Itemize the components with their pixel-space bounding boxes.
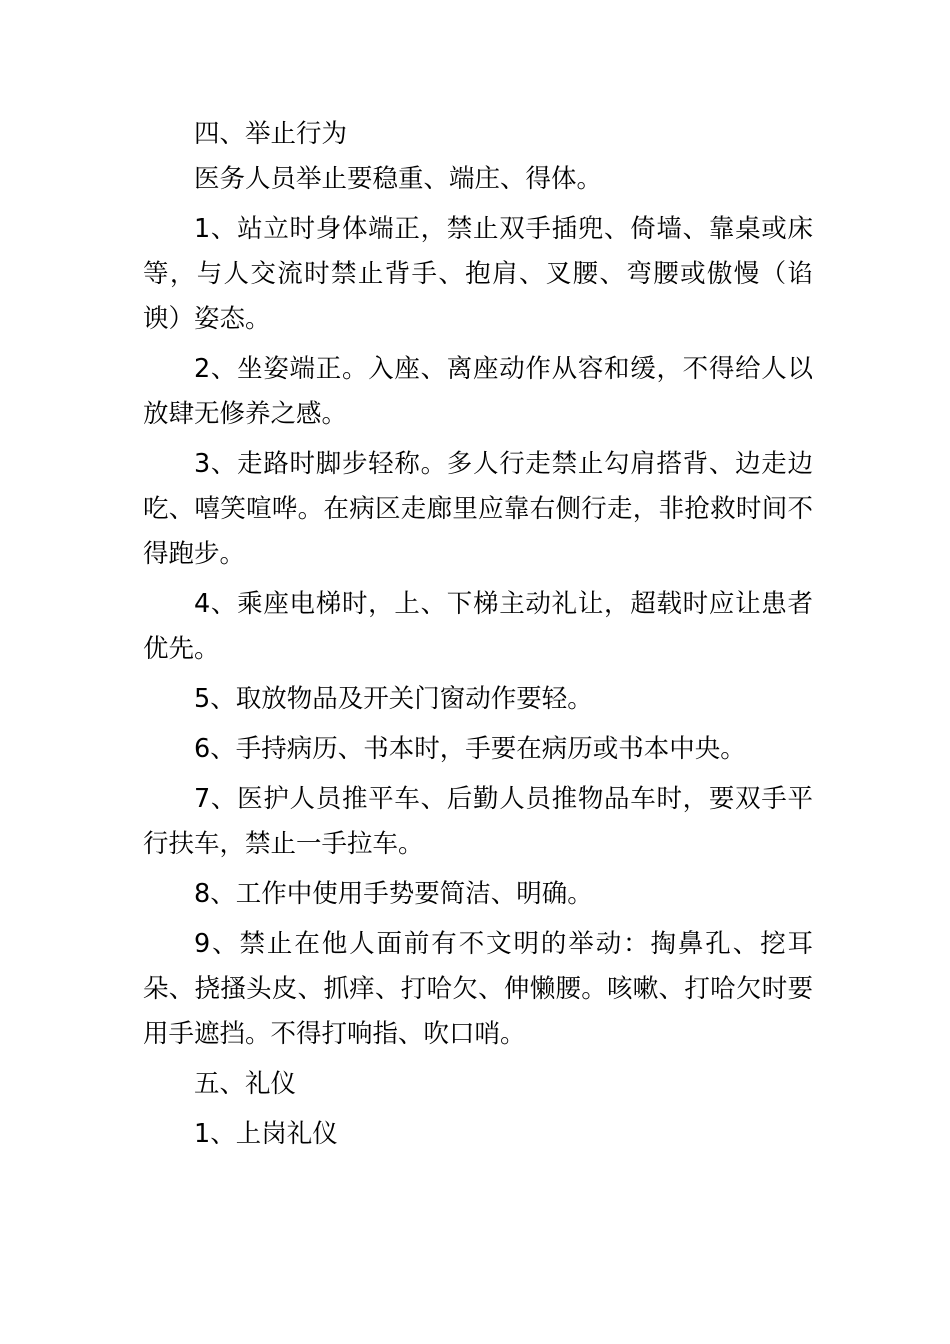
subsection-heading-onduty: 1、上岗礼仪 [194, 1119, 338, 1149]
paragraph-item-9: 9、禁止在他人面前有不文明的举动：掏鼻孔、挖耳朵、挠搔头皮、抓痒、打哈欠、伸懒腰。咳嗽、打哈欠时要用手遮挡。不得打响指、吹口哨。 [143, 929, 813, 1049]
paragraph-item-4: 4、乘座电梯时，上、下梯主动礼让，超载时应让患者优先。 [143, 589, 813, 664]
section-heading-etiquette: 五、礼仪 [194, 1069, 297, 1099]
paragraph-item-2: 2、坐姿端正。入座、离座动作从容和缓，不得给人以放肆无修养之感。 [143, 354, 813, 429]
paragraph-intro: 医务人员举止要稳重、端庄、得体。 [194, 164, 603, 194]
paragraph-item-1: 1、站立时身体端正，禁止双手插兜、倚墙、靠桌或床等，与人交流时禁止背手、抱肩、叉腰、弯腰或傲慢（谄谀）姿态。 [143, 214, 813, 334]
paragraph-item-5: 5、取放物品及开关门窗动作要轻。 [194, 684, 593, 714]
document-body [143, 112, 813, 1157]
paragraph-item-3: 3、走路时脚步轻称。多人行走禁止勾肩搭背、边走边吃、嘻笑喧哗。在病区走廊里应靠右侧行走，非抢救时间不得跑步。 [143, 449, 813, 569]
paragraph-item-7: 7、医护人员推平车、后勤人员推物品车时，要双手平行扶车，禁止一手拉车。 [143, 784, 813, 859]
paragraph-item-6: 6、手持病历、书本时，手要在病历或书本中央。 [194, 734, 746, 764]
paragraph-item-8: 8、工作中使用手势要简洁、明确。 [194, 879, 593, 909]
section-heading-conduct: 四、举止行为 [194, 119, 348, 149]
